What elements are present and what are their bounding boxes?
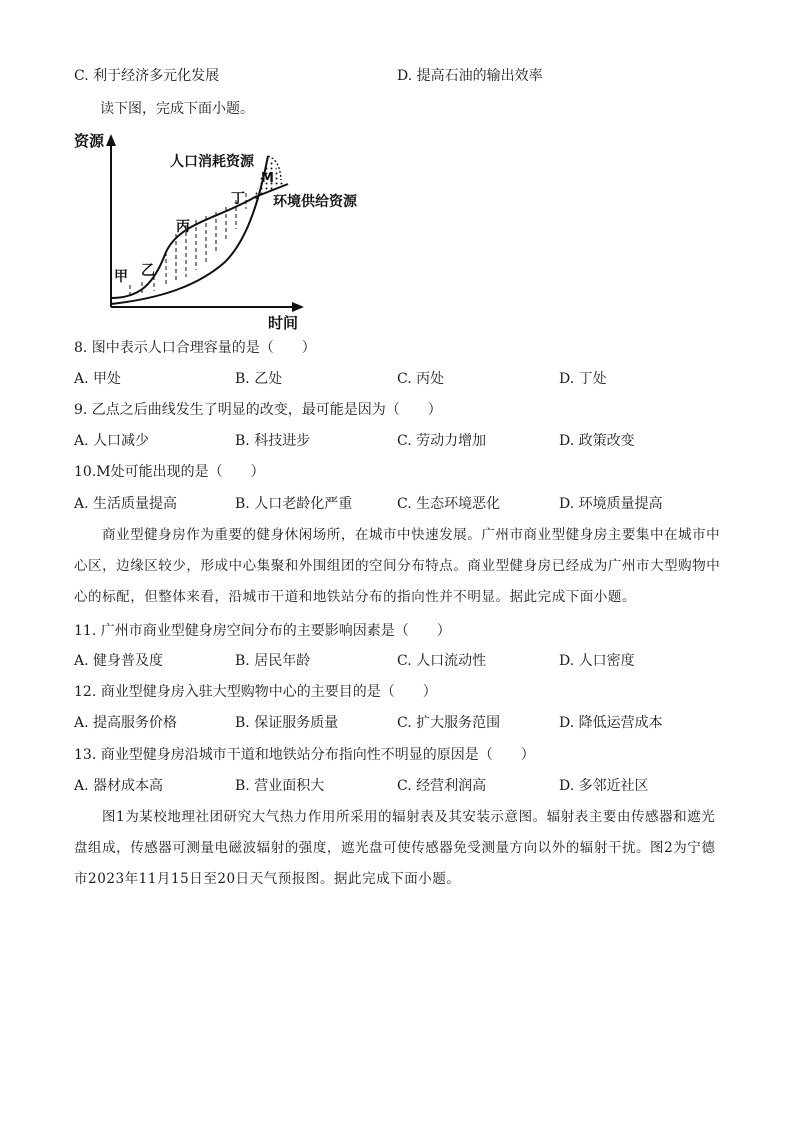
question-10-option-a: A. 生活质量提高 (74, 496, 178, 512)
point-yi-label: 乙 (141, 263, 155, 279)
supply-label: 环境供给资源 (273, 194, 357, 210)
hatch-lines (130, 193, 246, 296)
supply-curve (111, 184, 288, 298)
question-12-option-d: D. 降低运营成本 (559, 715, 663, 731)
question-9-option-a: A. 人口减少 (74, 433, 150, 449)
question-13-option-b: B. 营业面积大 (235, 778, 325, 794)
passage-gym: 商业型健身房作为重要的健身休闲场所，在城市中快速发展。广州市商业型健身房主要集中在城市中心区，边缘区较少，形成中心集聚和外围组团的空间分布特点。商业型健身房已经成为广州市大型购物中心的标配，但整体来看，沿城市干道和地铁站分布的指向性并不明显。据此完成下面小题。 (74, 527, 721, 605)
question-8-option-d: D. 丁处 (559, 371, 607, 387)
question-11-stem: 11. 广州市商业型健身房空间分布的主要影响因素是（ ） (74, 623, 451, 639)
point-m-label: M (261, 171, 274, 186)
question-13-option-d: D. 多邻近社区 (559, 778, 649, 794)
y-axis-label: 资源 (74, 132, 105, 150)
y-axis-arrow (106, 134, 116, 146)
point-jia-label: 甲 (114, 269, 128, 285)
question-11-option-d: D. 人口密度 (559, 653, 635, 669)
prev-option-c: C. 利于经济多元化发展 (74, 68, 220, 84)
point-ding-label: 丁 (231, 191, 245, 207)
question-9-option-d: D. 政策改变 (559, 433, 635, 449)
question-8-stem: 8. 图中表示人口合理容量的是（ ） (74, 340, 316, 356)
question-11-option-c: C. 人口流动性 (397, 653, 487, 669)
x-axis-arrow (292, 302, 304, 312)
question-8-option-c: C. 丙处 (397, 371, 445, 387)
question-11-option-a: A. 健身普及度 (74, 653, 164, 669)
prev-option-d: D. 提高石油的输出效率 (397, 68, 543, 84)
question-8-option-a: A. 甲处 (74, 371, 122, 387)
question-12-option-c: C. 扩大服务范围 (397, 715, 501, 731)
question-12-stem: 12. 商业型健身房入驻大型购物中心的主要目的是（ ） (74, 684, 437, 700)
resource-population-figure (70, 122, 380, 332)
question-8-option-b: B. 乙处 (235, 371, 283, 387)
question-13-option-c: C. 经营利润高 (397, 778, 487, 794)
passage-radiation: 图1为某校地理社团研究大气热力作用所采用的辐射表及其安装示意图。辐射表主要由传感器和遮光盘组成，传感器可测量电磁波辐射的强度，遮光盘可使传感器免受测量方向以外的辐射干扰。图2为宁德市2023年11月15日至20日天气预报图。据此完成下面小题。 (74, 809, 716, 887)
question-12-option-a: A. 提高服务价格 (74, 715, 178, 731)
question-10-option-c: C. 生态环境恶化 (397, 496, 501, 512)
question-10-stem: 10.M处可能出现的是（ ） (74, 464, 265, 480)
question-9-option-b: B. 科技进步 (235, 433, 311, 449)
question-12-option-b: B. 保证服务质量 (235, 715, 339, 731)
question-10-option-d: D. 环境质量提高 (559, 496, 663, 512)
question-9-option-c: C. 劳动力增加 (397, 433, 487, 449)
question-13-stem: 13. 商业型健身房沿城市干道和地铁站分布指向性不明显的原因是（ ） (74, 747, 535, 763)
x-axis-label: 时间 (268, 314, 299, 332)
question-11-option-b: B. 居民年龄 (235, 653, 311, 669)
point-bing-label: 丙 (176, 219, 190, 235)
consumption-label: 人口消耗资源 (170, 154, 254, 170)
question-13-option-a: A. 器材成本高 (74, 778, 164, 794)
figure-intro: 读下图，完成下面小题。 (100, 101, 254, 117)
question-9-stem: 9. 乙点之后曲线发生了明显的改变，最可能是因为（ ） (74, 402, 442, 418)
question-10-option-b: B. 人口老龄化严重 (235, 496, 353, 512)
